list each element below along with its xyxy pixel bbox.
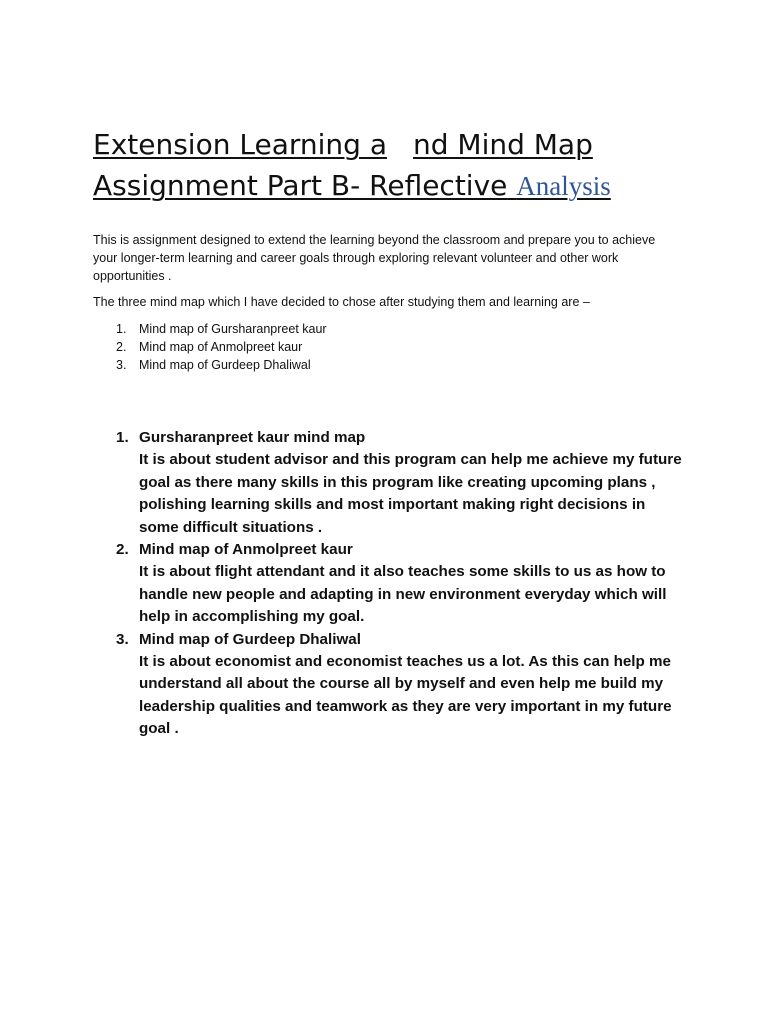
title-part-2: nd Mind Map xyxy=(412,128,593,161)
intro-paragraph: This is assignment designed to extend the learning beyond the classroom and prepare you to achieve your longer-term learning and career goals through exploring relevant volunteer and other work opportunities . xyxy=(93,233,656,283)
lead-paragraph: The three mind map which I have decided to chose after studying them and learning are – xyxy=(93,295,590,309)
list-number: 2. xyxy=(116,340,127,354)
list-item xyxy=(93,356,653,374)
detail-title: Mind map of Anmolpreet kaur xyxy=(139,541,353,559)
mind-map-detail-list xyxy=(93,427,683,741)
title-part-3: Assignment Part B- Reflective xyxy=(93,169,508,202)
title-part-1: Extension Learning a xyxy=(93,128,387,161)
detail-title: Mind map of Gurdeep Dhaliwal xyxy=(139,630,361,648)
list-item-text: Mind map of Anmolpreet kaur xyxy=(139,340,303,354)
mind-map-short-list xyxy=(93,320,653,374)
list-item-text: Mind map of Gursharanpreet kaur xyxy=(139,322,327,336)
detail-title: Gursharanpreet kaur mind map xyxy=(139,429,366,446)
list-number: 3. xyxy=(116,358,127,372)
list-item-text: Mind map of Gurdeep Dhaliwal xyxy=(139,358,311,372)
detail-body: It is about economist and economist teaches us a lot. As this can help me understand all about the course all by myself and even help me build my leadership qualities and teamwork as they are very important in my future goal . xyxy=(139,653,672,738)
detail-number: 2. xyxy=(116,541,129,559)
detail-number: 3. xyxy=(116,630,129,648)
detail-item xyxy=(93,629,683,741)
list-item xyxy=(93,320,653,338)
detail-item xyxy=(93,539,683,629)
document-title xyxy=(93,124,733,207)
list-number: 1. xyxy=(116,322,127,336)
detail-number: 1. xyxy=(116,429,129,446)
list-item xyxy=(93,338,653,356)
detail-body: It is about flight attendant and it also teaches some skills to us as how to handle new people and adapting in new environment everyday which will help in accomplishing my goal. xyxy=(139,563,667,626)
detail-body: It is about student advisor and this program can help me achieve my future goal as there many skills in this program like creating upcoming plans , polishing learning skills and most important making right decisions in some difficult situations . xyxy=(139,451,682,536)
detail-item xyxy=(93,427,683,539)
title-accent-word: Analysis xyxy=(516,171,611,201)
